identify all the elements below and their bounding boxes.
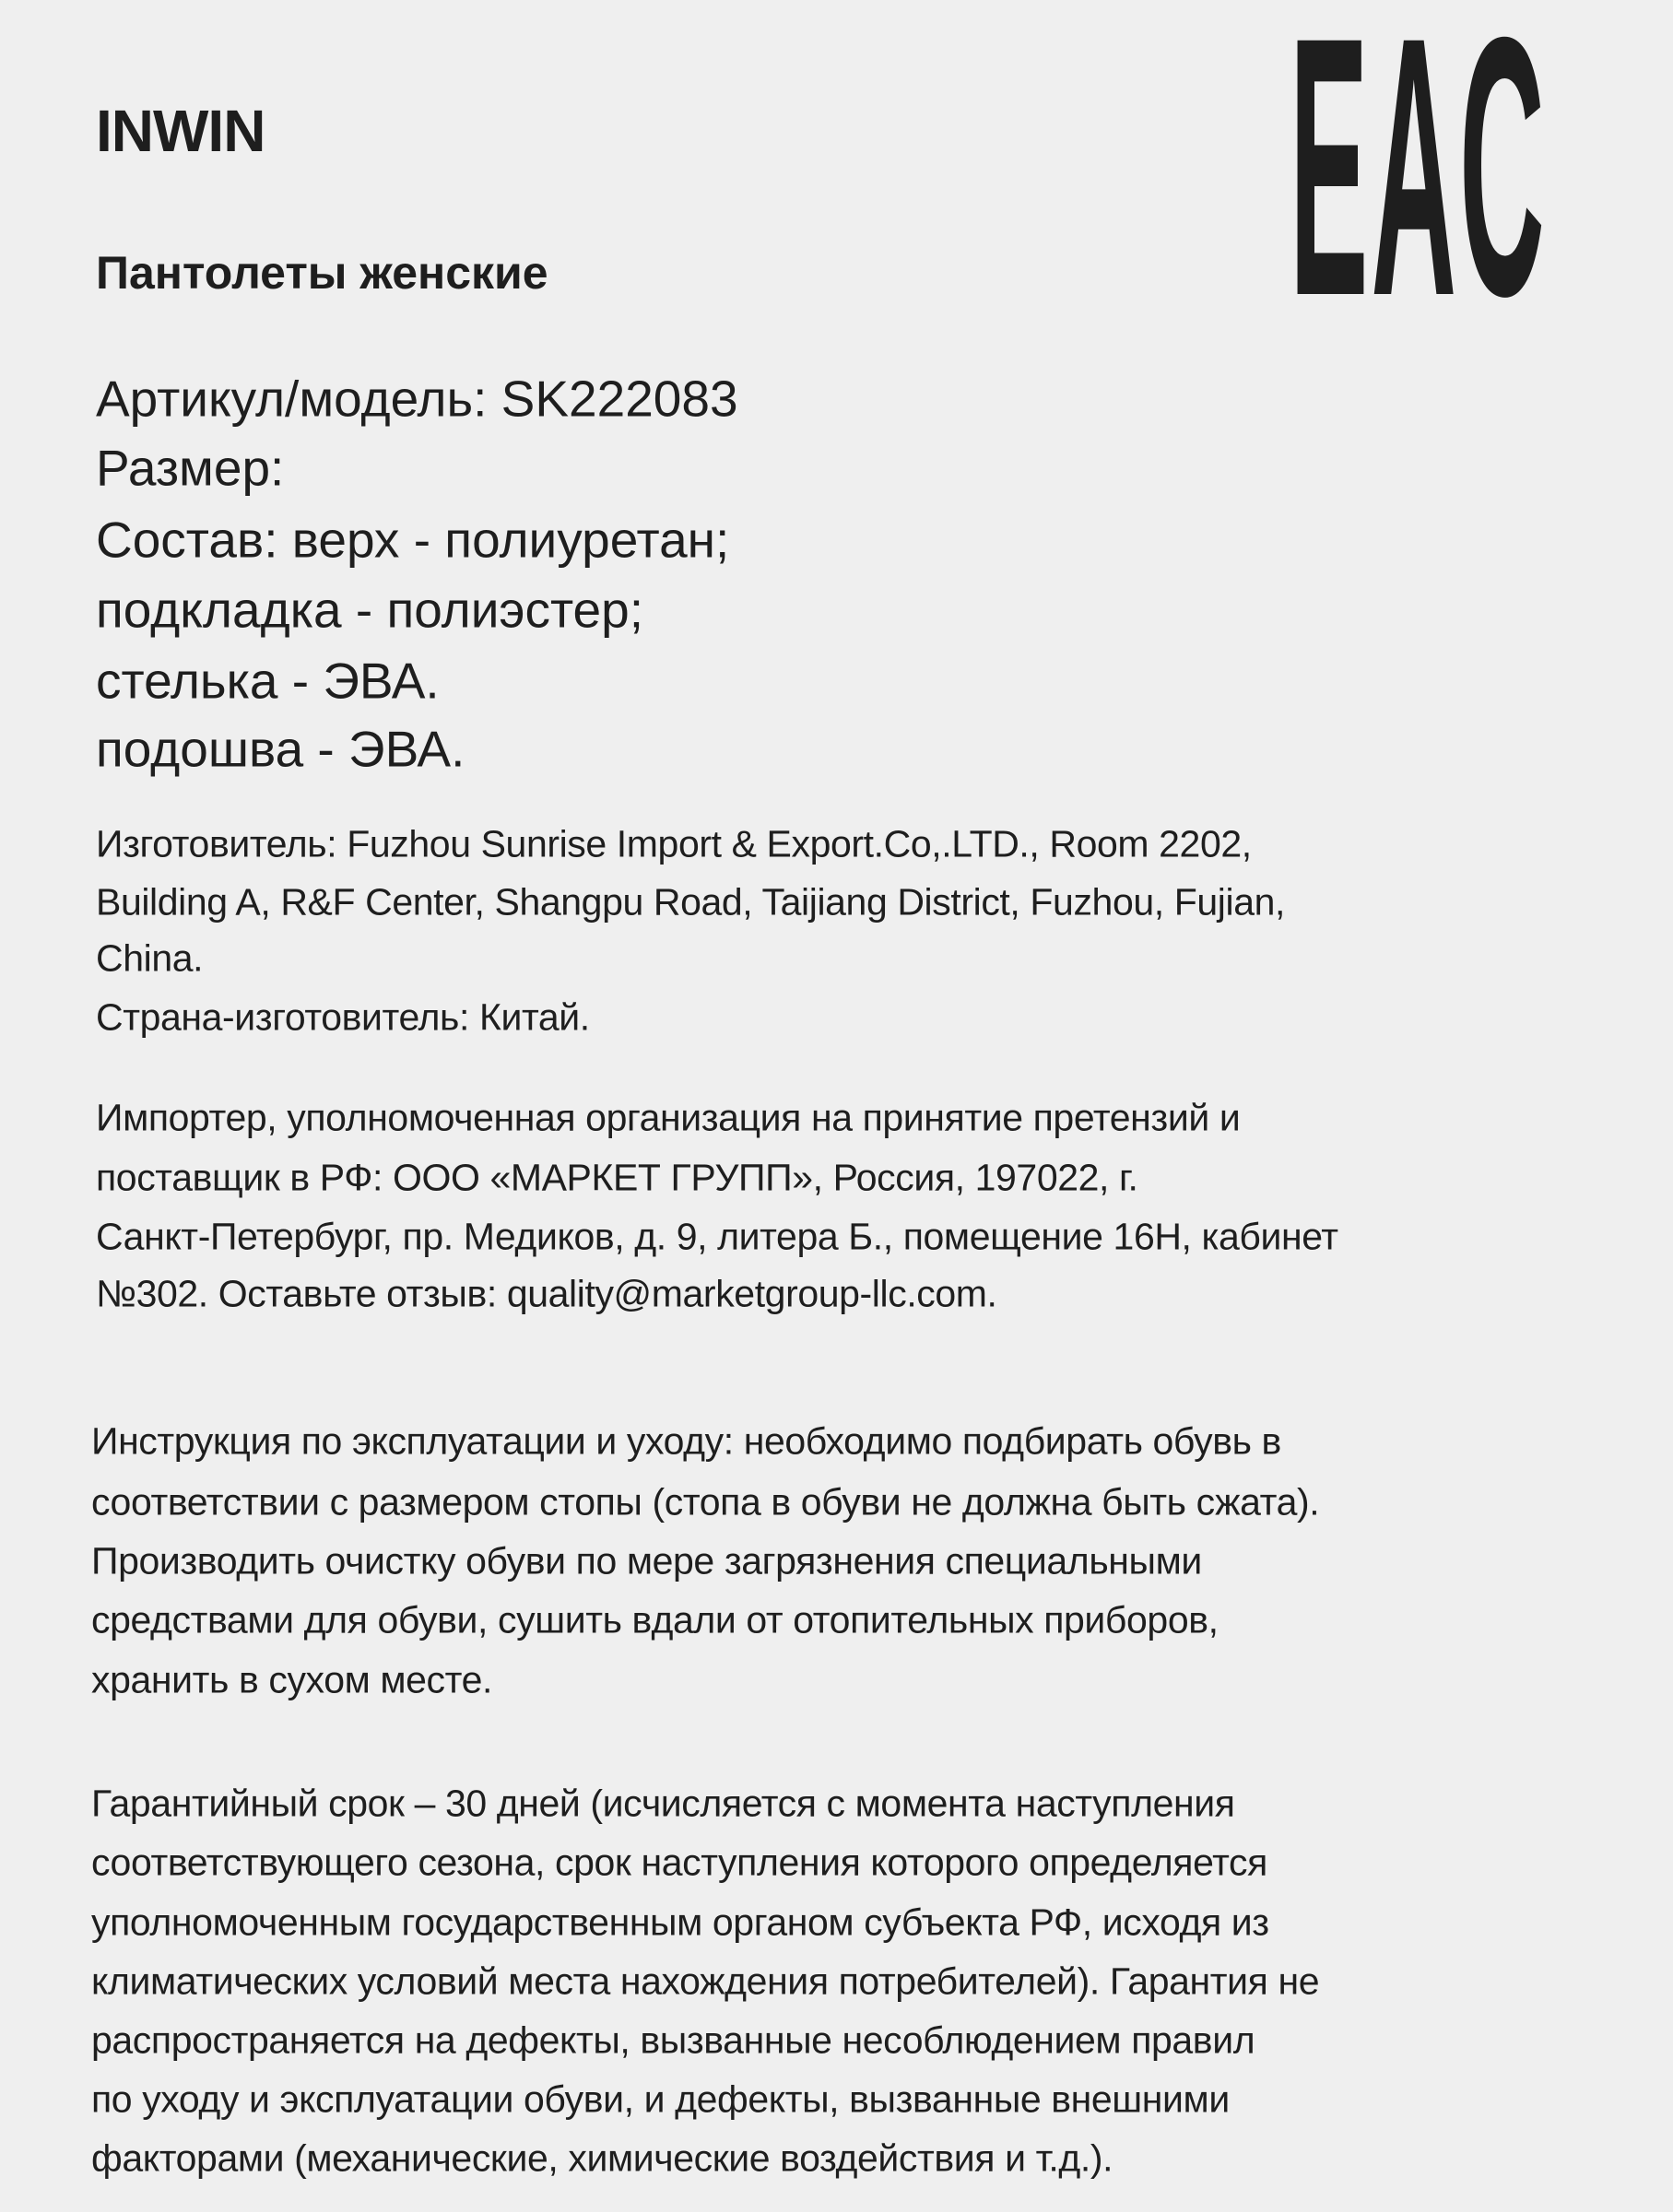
brand-name: INWIN xyxy=(96,98,265,164)
text-line: Гарантийный срок – 30 дней (исчисляется с момента наступления xyxy=(91,1782,1235,1825)
text-line: факторами (механические, химические воздействия и т.д.). xyxy=(91,2136,1113,2180)
text-line: Страна-изготовитель: Китай. xyxy=(96,995,590,1039)
text-line: по уходу и эксплуатации обуви, и дефекты, вызванные внешними xyxy=(91,2077,1230,2121)
text-line: климатических условий места нахождения потребителей). Гарантия не xyxy=(91,1959,1320,2003)
text-line: распространяется на дефекты, вызванные несоблюдением правил xyxy=(91,2018,1255,2062)
text-line: Изготовитель: Fuzhou Sunrise Import & Export.Co,.LTD., Room 2202, xyxy=(96,822,1252,865)
text-line: Building A, R&F Center, Shangpu Road, Taijiang District, Fuzhou, Fujian, xyxy=(96,880,1285,924)
text-line: Инструкция по эксплуатации и уходу: необходимо подбирать обувь в xyxy=(91,1419,1281,1463)
text-line: хранить в сухом месте. xyxy=(91,1658,492,1701)
text-line: №302. Оставьте отзыв: quality@marketgroup-llc.com. xyxy=(96,1272,997,1315)
product-title: Пантолеты женские xyxy=(96,247,548,299)
spec-insole: стелька - ЭВА. xyxy=(96,652,440,710)
text-line: Санкт-Петербург, пр. Медиков, д. 9, литера Б., помещение 16Н, кабинет xyxy=(96,1215,1338,1258)
text-line: соответствующего сезона, срок наступления которого определяется xyxy=(91,1841,1267,1884)
spec-article: Артикул/модель: SK222083 xyxy=(96,370,738,428)
spec-composition: Состав: верх - полиуретан; xyxy=(96,511,730,569)
text-line: уполномоченным государственным органом субъекта РФ, исходя из xyxy=(91,1900,1269,1944)
text-line: China. xyxy=(96,936,204,980)
text-line: соответствии с размером стопы (стопа в обуви не должна быть сжата). xyxy=(91,1480,1320,1524)
spec-size: Размер: xyxy=(96,439,285,497)
eac-certification-mark: EAC xyxy=(1290,0,1548,372)
spec-lining: подкладка - полиэстер; xyxy=(96,581,644,639)
text-line: средствами для обуви, сушить вдали от отопительных приборов, xyxy=(91,1598,1219,1641)
text-line: поставщик в РФ: ООО «МАРКЕТ ГРУПП», Россия, 197022, г. xyxy=(96,1156,1138,1199)
text-line: Импортер, уполномоченная организация на принятие претензий и xyxy=(96,1096,1241,1139)
spec-sole: подошва - ЭВА. xyxy=(96,720,465,778)
text-line: Производить очистку обуви по мере загрязнения специальными xyxy=(91,1539,1202,1583)
